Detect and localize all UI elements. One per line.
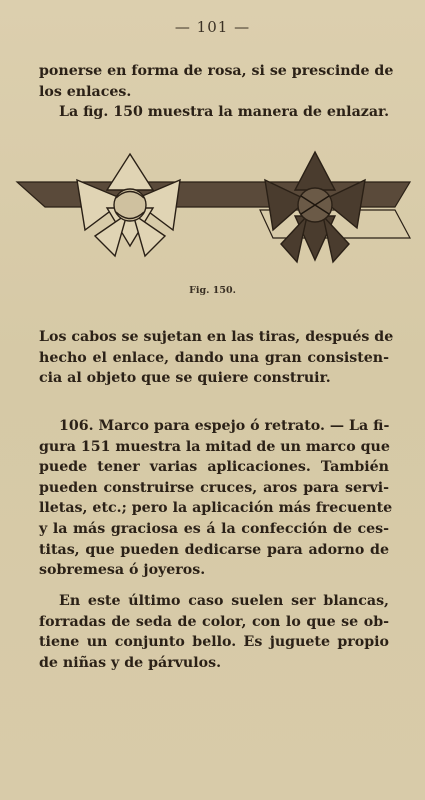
section-106 (39, 416, 393, 581)
text-line: y la más graciosa es á la confección de ces- (39, 520, 389, 537)
text-line: Los cabos se sujetan en las tiras, después de (39, 329, 394, 345)
paragraph-cabos (39, 327, 394, 389)
text-line: ponerse en forma de rosa, si se prescinde de (39, 63, 394, 79)
woven-star-right (265, 152, 365, 262)
figure-caption: Fig. 150. (189, 285, 236, 296)
text-line: En este último caso suelen ser blancas, (59, 593, 389, 609)
woven-star-left (77, 154, 180, 256)
figure-150-illustration (15, 150, 415, 270)
text-line: gura 151 muestra la mitad de un marco que (39, 438, 390, 455)
text-line: los enlaces. (39, 83, 132, 100)
page-number: — 101 — (174, 18, 251, 36)
text-line: forradas de seda de color, con lo que se ob- (39, 613, 389, 630)
paragraph-figure-reference (39, 102, 389, 123)
text-line: puede tener varias aplicaciones. También (39, 459, 389, 476)
text-line: La fig. 150 muestra la manera de enlazar. (59, 104, 390, 120)
text-line: pueden construirse cruces, aros para servi- (39, 479, 389, 496)
text-line: lletas, etc.; pero la aplicación más frecuente (39, 500, 393, 517)
text-line: sobremesa ó joyeros. (39, 562, 206, 579)
text-line: de niñas y de párvulos. (39, 654, 222, 671)
paragraph-continuation (39, 61, 394, 102)
paragraph-ultimo-caso (39, 591, 389, 673)
text-line: tiene un conjunto bello. Es juguete propio (39, 634, 389, 651)
text-line: hecho el enlace, dando una gran consisten- (39, 349, 389, 366)
text-line: titas, que pueden dedicarse para adorno de (39, 541, 389, 558)
text-line: cia al objeto que se quiere construir. (39, 370, 331, 387)
text-line: 106. Marco para espejo ó retrato. — La fi- (59, 418, 390, 434)
